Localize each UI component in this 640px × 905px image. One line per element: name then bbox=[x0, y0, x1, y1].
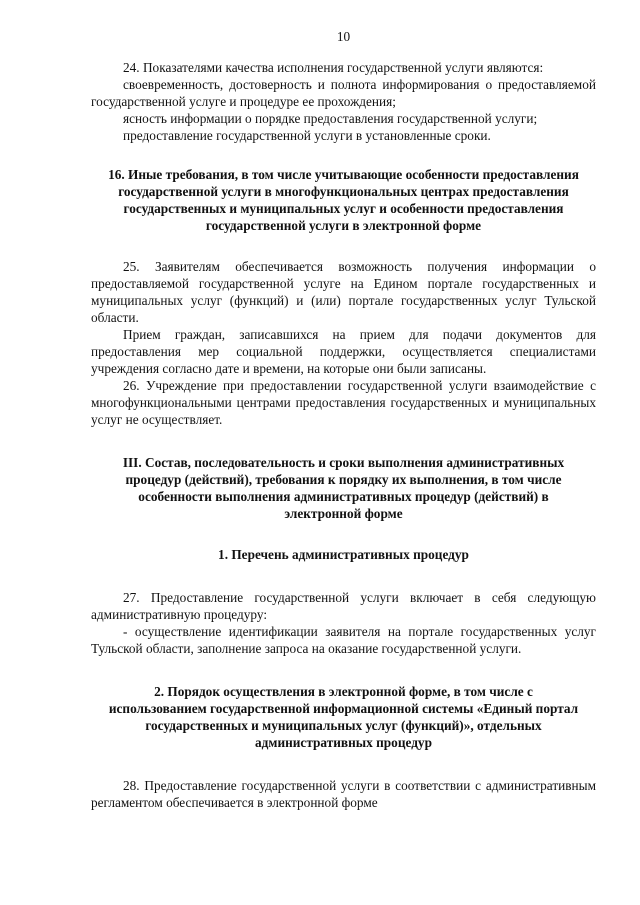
chapter-heading-III: III. Состав, последовательность и сроки выполнения административных процедур (действий), требования к порядку их выполнения, в том числе особенности выполнения административных процедур (действий) в электронной форме bbox=[122, 455, 565, 521]
page-number: 10 bbox=[336, 29, 351, 44]
item-25-paragraph-1: 25. Заявителям обеспечивается возможность получения информации о предоставляемой государственной услуге на Едином портале государственных и муниципальных услуг (функций) и (или) портале государственных услуг Тульской области. bbox=[91, 259, 596, 325]
item-25-paragraph-2: Прием граждан, записавшихся на прием для подачи документов для предоставления мер социальной поддержки, осуществляется специалистами учреждения согласно дате и времени, на которые они были записаны. bbox=[91, 327, 596, 376]
item-26-paragraph: 26. Учреждение при предоставлении государственной услуги взаимодействие с многофункциональными центрами предоставления государственных и муниципальных услуг не осуществляет. bbox=[91, 378, 596, 427]
section-heading-16: 16. Иные требования, в том числе учитывающие особенности предоставления государственной услуги в многофункциональных центрах предоставления государственных и муниципальных услуг и особенности предоставления государственной услуги в электронной форме bbox=[108, 167, 579, 233]
item-24-bullet-1: своевременность, достоверность и полнота информирования о предоставляемой государственной услуге и процедуре ее прохождения; bbox=[91, 77, 596, 109]
item-24-bullet-3: предоставление государственной услуги в установленные сроки. bbox=[123, 128, 491, 143]
item-24-lead: 24. Показателями качества исполнения государственной услуги являются: bbox=[123, 60, 544, 75]
item-24-bullet-2: ясность информации о порядке предоставления государственной услуги; bbox=[123, 111, 538, 126]
item-27-paragraph-1: 27. Предоставление государственной услуги включает в себя следующую административную процедуру: bbox=[91, 590, 596, 622]
item-28-paragraph: 28. Предоставление государственной услуги в соответствии с административным регламентом обеспечивается в электронной форме bbox=[91, 778, 596, 810]
subsection-heading-1: 1. Перечень административных процедур bbox=[218, 547, 469, 562]
subsection-heading-2: 2. Порядок осуществления в электронной форме, в том числе с использованием государственной информационной системы «Единый портал государственных и муниципальных услуг (функций)», отдельных административных процедур bbox=[108, 684, 579, 750]
item-27-paragraph-2: - осуществление идентификации заявителя на портале государственных услуг Тульской области, заполнение запроса на оказание государственной услуги. bbox=[91, 624, 596, 656]
